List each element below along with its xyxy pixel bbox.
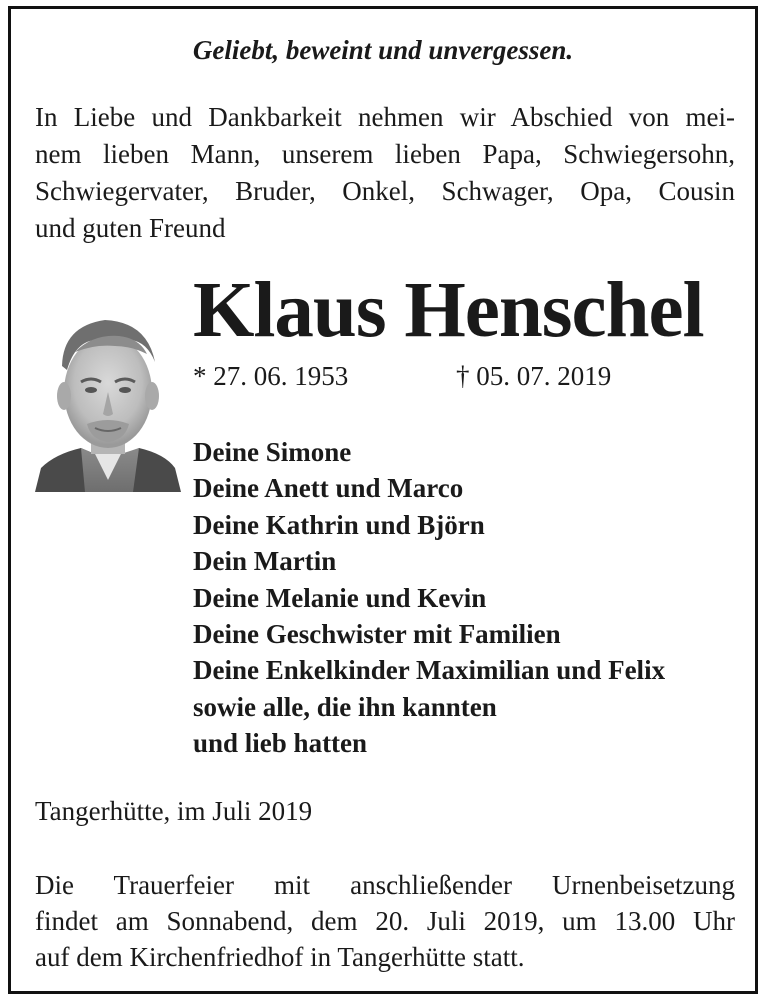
mourners-list <box>193 434 665 762</box>
service-line: findet am Sonnabend, dem 20. Juli 2019, um 13.00 Uhr <box>35 906 735 936</box>
funeral-service-info <box>35 867 735 975</box>
intro-text <box>35 99 735 247</box>
deceased-name: Klaus Henschel <box>193 267 704 354</box>
place-and-date: Tangerhütte, im Juli 2019 <box>35 796 313 826</box>
mourner-line: Deine Geschwister mit Familien <box>193 619 561 650</box>
intro-line: und guten Freund <box>35 213 226 243</box>
death-date: † 05. 07. 2019 <box>456 361 612 391</box>
mourner-line: Deine Simone <box>193 437 352 467</box>
motto: Geliebt, beweint und unvergessen. <box>192 35 574 65</box>
birth-date: * 27. 06. 1953 <box>193 361 349 391</box>
mourner-line: Deine Anett und Marco <box>193 473 464 504</box>
service-line: Die Trauerfeier mit anschließender Urnenbeisetzung <box>35 870 735 900</box>
mourner-line: und lieb hatten <box>193 728 368 759</box>
mourner-line: Dein Martin <box>193 546 337 577</box>
obituary-notice <box>8 6 758 994</box>
mourner-line: Deine Enkelkinder Maximilian und Felix <box>193 655 666 686</box>
intro-line: In Liebe und Dankbarkeit nehmen wir Abschied von mei- <box>35 102 735 132</box>
portrait-photo <box>35 304 181 492</box>
mourner-line: sowie alle, die ihn kannten <box>193 691 497 722</box>
intro-line: nem lieben Mann, unserem lieben Papa, Schwiegersohn, <box>35 139 735 169</box>
mourner-line: Deine Melanie und Kevin <box>193 582 487 613</box>
mourner-line: Deine Kathrin und Björn <box>193 509 485 540</box>
intro-line: Schwiegervater, Bruder, Onkel, Schwager, Opa, Cousin <box>35 176 735 206</box>
service-line: auf dem Kirchenfriedhof in Tangerhütte statt. <box>35 942 525 972</box>
